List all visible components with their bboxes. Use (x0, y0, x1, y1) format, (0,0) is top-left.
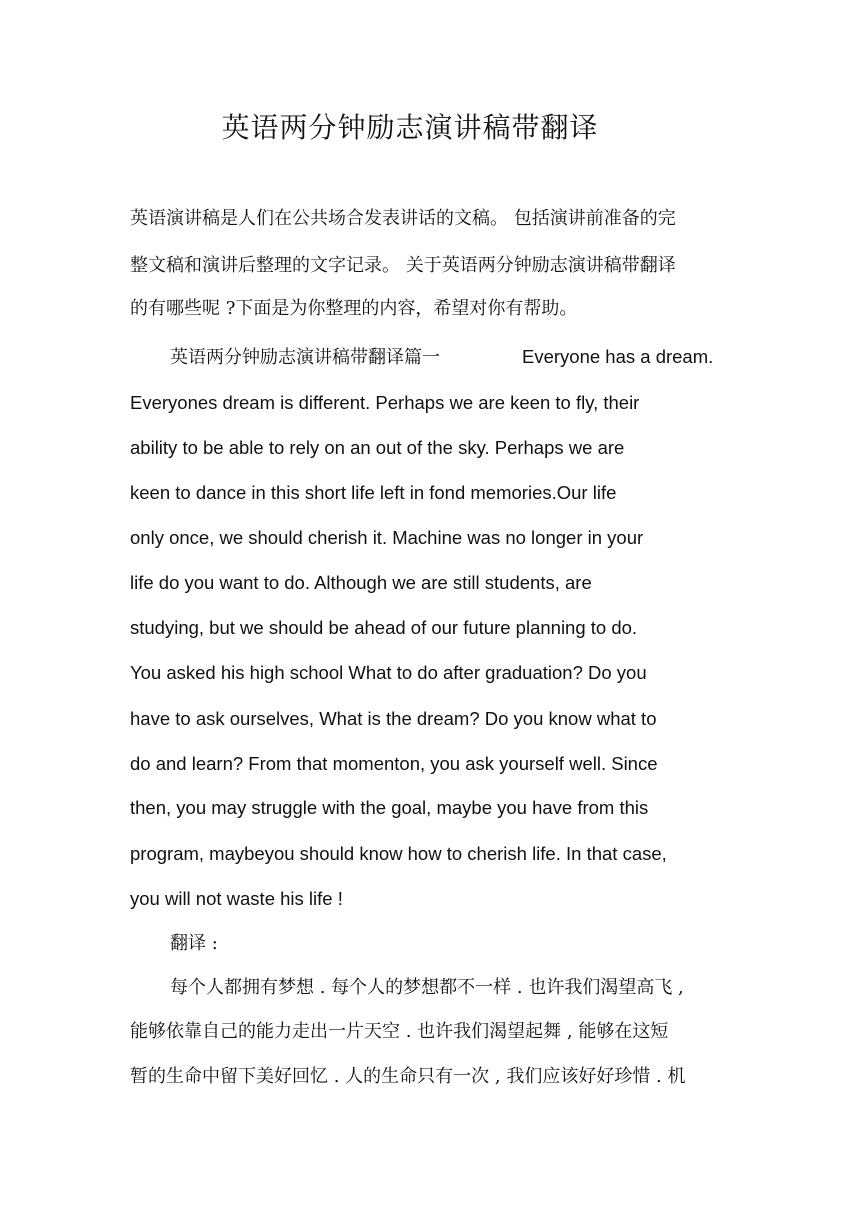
english-line: program, maybeyou should know how to cherish life. In that case, (130, 843, 667, 864)
english-line: You asked his high school What to do after graduation? Do you (130, 662, 647, 683)
english-line: Everyones dream is different. Perhaps we are keen to fly, their (130, 392, 640, 413)
english-line: then, you may struggle with the goal, maybe you have from this (130, 797, 649, 818)
english-line: keen to dance in this short life left in fond memories.Our life (130, 482, 617, 503)
intro-line: 英语演讲稿是人们在公共场合发表讲话的文稿。 包括演讲前准备的完 (130, 208, 676, 229)
section-heading: 英语两分钟励志演讲稿带翻译篇一 (170, 347, 440, 368)
translation-line: 每个人都拥有梦想 . 每个人的梦想都不一样 . 也许我们渴望高飞 , (170, 977, 684, 998)
translation-line: 能够依靠自己的能力走出一片天空 . 也许我们渴望起舞 , 能够在这短 (130, 1021, 669, 1042)
section-heading-line (170, 342, 734, 372)
translation-line: 暂的生命中留下美好回忆 . 人的生命只有一次 , 我们应该好好珍惜 . 机 (130, 1066, 686, 1087)
section-first-sentence: Everyone has a dream. (522, 346, 714, 367)
intro-line: 的有哪些呢 ?下面是为你整理的内容，希望对你有帮助。 (130, 298, 578, 319)
english-line: life do you want to do. Although we are still students, are (130, 572, 592, 593)
english-line: have to ask ourselves, What is the dream? Do you know what to (130, 708, 657, 729)
english-line: ability to be able to rely on an out of the sky. Perhaps we are (130, 437, 625, 458)
english-line: only once, we should cherish it. Machine was no longer in your (130, 527, 644, 548)
document-title: 英语两分钟励志演讲稿带翻译 (221, 111, 599, 144)
translation-label: 翻译 : (170, 933, 218, 954)
english-line: you will not waste his life ! (130, 888, 343, 909)
english-line: do and learn? From that momenton, you ask yourself well. Since (130, 753, 658, 774)
intro-line: 整文稿和演讲后整理的文字记录。 关于英语两分钟励志演讲稿带翻译 (130, 255, 676, 276)
english-line: studying, but we should be ahead of our future planning to do. (130, 617, 638, 638)
